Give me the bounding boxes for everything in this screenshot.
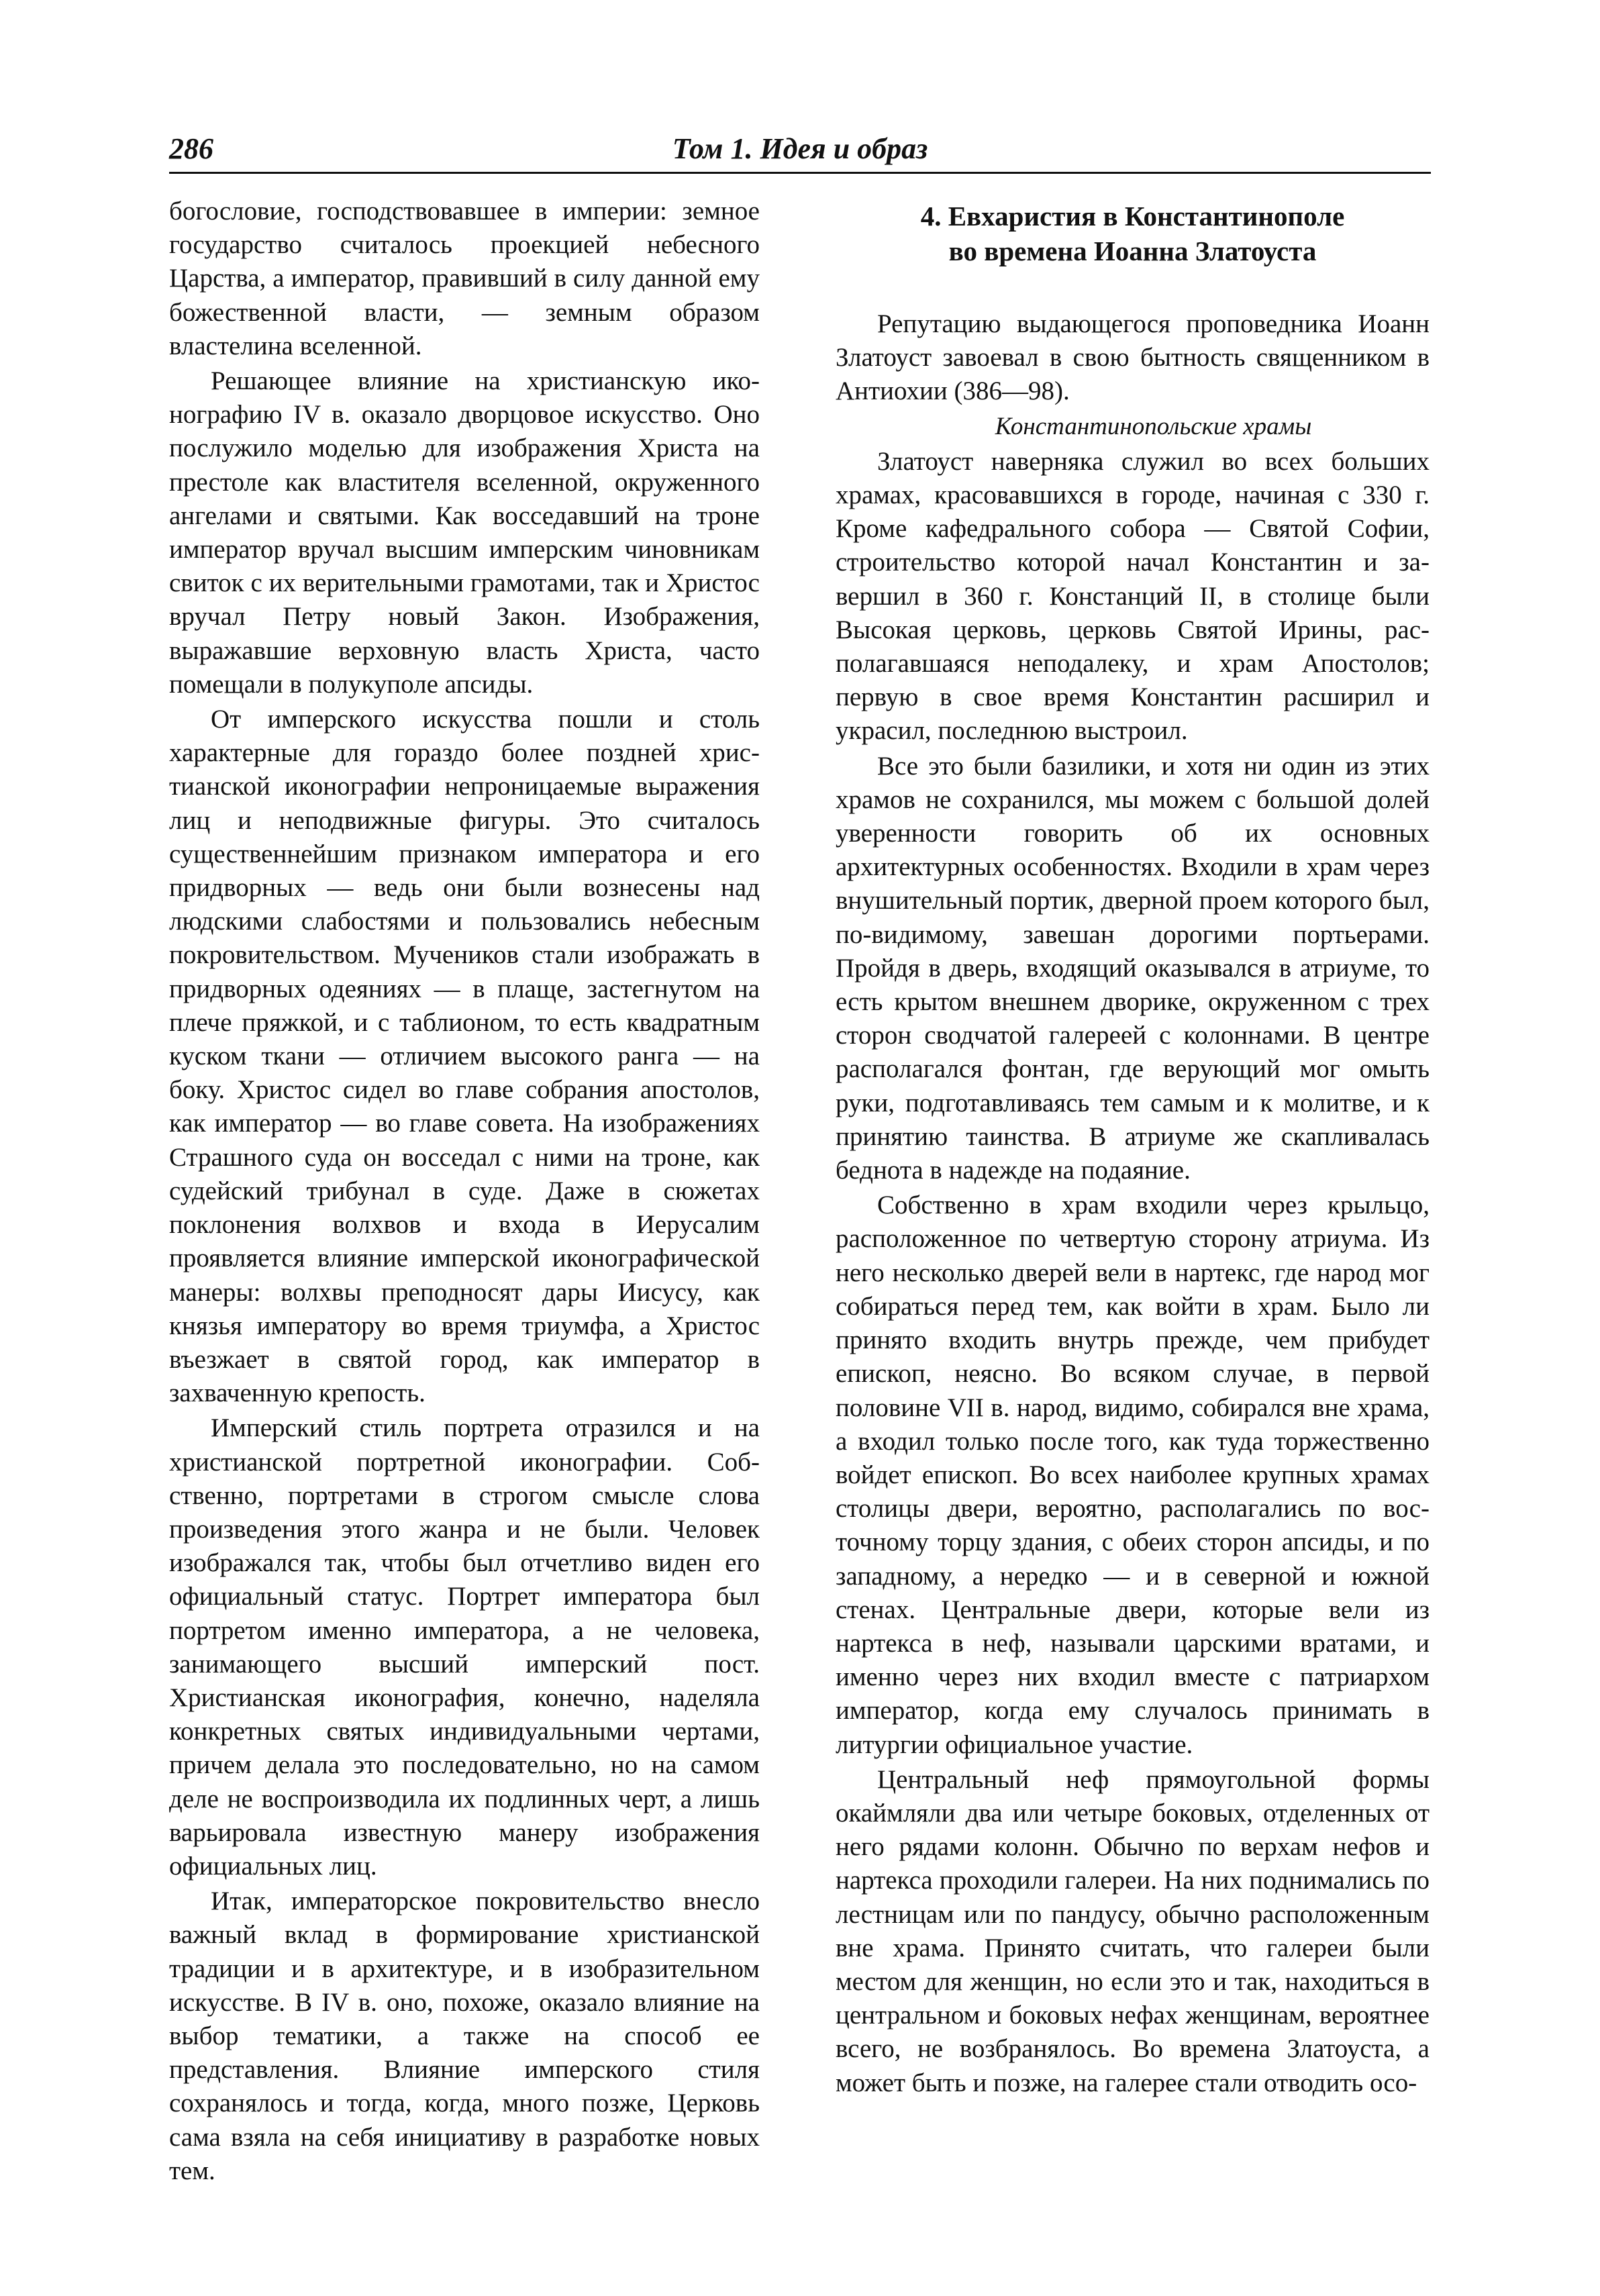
section-title [836,199,1430,268]
section-title-line: 4. Евхаристия в Константинополе [920,201,1345,232]
left-column [169,195,760,2188]
paragraph: Все это были базилики, и хотя ни один из этих храмов не сохранился, мы можем с большой долей уверенности говорить об их основных архитектурных особенностях. Входили в храм через внушительный портик, дверной проем которого был, по-видимому, завешан дорогими портьерами. Пройдя в дверь, входящий оказывался в атриуме, то есть крытом внешнем дворике, окруженном с трех сторон сводчатой галереей с колоннами. В центре располагался фонтан, где верующий мог омыть руки, подготавливаясь тем самым и к молитве, и к принятию таинства. В атриуме же скапливалась беднота в надежде на подаяние. [836,751,1430,1185]
section-title-line: во времена Иоанна Златоуста [948,236,1317,266]
paragraph: Собственно в храм входили через крыльцо, расположенное по четвертую сторону атриума. Из него несколько дверей вели в нартекс, где народ мог собираться перед тем, как войти в храм. Было ли принято входить внутрь прежде, чем прибудет епископ, неясно. Во всяком случае, в первой половине VII в. народ, видимо, собирался вне храма, а входил только после того, как туда торжественно войдет епископ. Во всех наиболее крупных храмах столицы двери, вероятно, располагались по восточному торцу здания, с обеих сторон апсиды, и по западному, а нередко — и в северной и южной стенах. Центральные двери, которые вели из нартекса в неф, называли царскими вратами, и именно через них входил вместе с патриархом император, когда ему случалось принимать в литургии официальное участие. [836,1191,1430,1759]
paragraph: Итак, императорское покровительство внесло важный вклад в формирование христианской традиции и в архитектуре, и в изобразительном искусстве. В IV в. оно, похоже, оказало влияние на выбор тематики, а также на способ ее представления. Влияние имперского стиля сохранялось и тогда, когда, много позже, Церковь сама взяла на себя инициативу в разработке новых тем. [169,1887,760,2185]
intro-paragraph: Репутацию выдающегося проповедника Иоанн Златоуст завоевал в свою бытность священником в Антиохии (386—98). [836,309,1430,406]
header-rule [169,172,1431,174]
paragraph: богословие, господствовавшее в империи: земное государство считалось проекцией небесного Царства, а император, правивший в силу данной ему божественной власти, — земным образом властелина вселенной. [169,197,760,360]
paragraph: От имперского искусства пошли и столь характерные для гораздо более поздней христианской иконографии непроницаемые выражения лиц и неподвижные фигуры. Это считалось существеннейшим признаком императора и его придворных — ведь они были вознесены над людскими слабостями и пользовались небесным покровительством. Мучеников стали изображать в придворных одеяниях — в плаще, застегнутом на плече пряжкой, и с таблионом, то есть квадратным куском ткани — отличием высокого ранга — на боку. Христос сидел во главе собрания апостолов, как император — во главе совета. На изображениях Страшного суда он восседал с ними на троне, как судейский трибунал в суде. Даже в сюжетах поклонения волхвов и входа в Иерусалим проявляется влияние имперской иконографической манеры: волхвы преподносят дары Иисусу, как князья императору во время триумфа, а Христос въезжает в святой город, как император в захваченную крепость. [169,705,760,1408]
subsection-title: Константинопольские храмы [995,412,1312,440]
paragraph: Имперский стиль портрета отразился и на христианской портретной иконографии. Собственно, портретами в строгом смысле слова произведения этого жанра и не были. Человек изображался так, чтобы был отчетливо виден его официальный статус. Портрет императора был портретом именно императора, а не человека, занимающего высший имперский пост. Христианская иконография, конечно, наделяла конкретных святых индивидуальными чертами, причем делала это последовательно, но на самом деле не воспроизводила их подлинных черт, а лишь варьировала известную манеру изображения официальных лиц. [169,1413,760,1881]
right-column [836,195,1430,2100]
page-number: 286 [169,132,213,165]
page-header [169,132,1431,170]
paragraph: Решающее влияние на христианскую иконографию IV в. оказало дворцовое искусство. Оно послужило моделью для изображения Христа на престоле как властителя вселенной, окруженного ангелами и святыми. Как восседавший на троне император вручал высшим имперским чиновникам свиток с их верительными грамотами, так и Христос вручал Петру новый Закон. Изображения, выражавшие верховную власть Христа, часто помещали в полукуполе апсиды. [169,366,760,699]
running-title: Том 1. Идея и образ [672,132,928,165]
paragraph: Центральный неф прямоугольной формы окаймляли два или четыре боковых, отделенных от него рядами колонн. Обычно по верхам нефов и нартекса проходили галереи. На них поднимались по лестницам или по пандусу, обычно расположенным вне храма. Принято считать, что галереи были местом для женщин, но если это и так, находиться в центральном и боковых нефах женщинам, вероятнее всего, не возбранялось. Во времена Златоуста, а может быть и позже, на галерее стали отводить осо- [836,1764,1430,2097]
paragraph: Златоуст наверняка служил во всех больших храмах, красовавшихся в городе, начиная с 330 г. Кроме кафедрального собора — Святой Софии, строительство которой начал Константин и завершил в 360 г. Констанций II, в столице были Высокая церковь, церковь Святой Ирины, располагавшаяся неподалеку, и храм Апостолов; первую в свое время Константин расширил и украсил, последнюю выстроил. [836,446,1430,746]
